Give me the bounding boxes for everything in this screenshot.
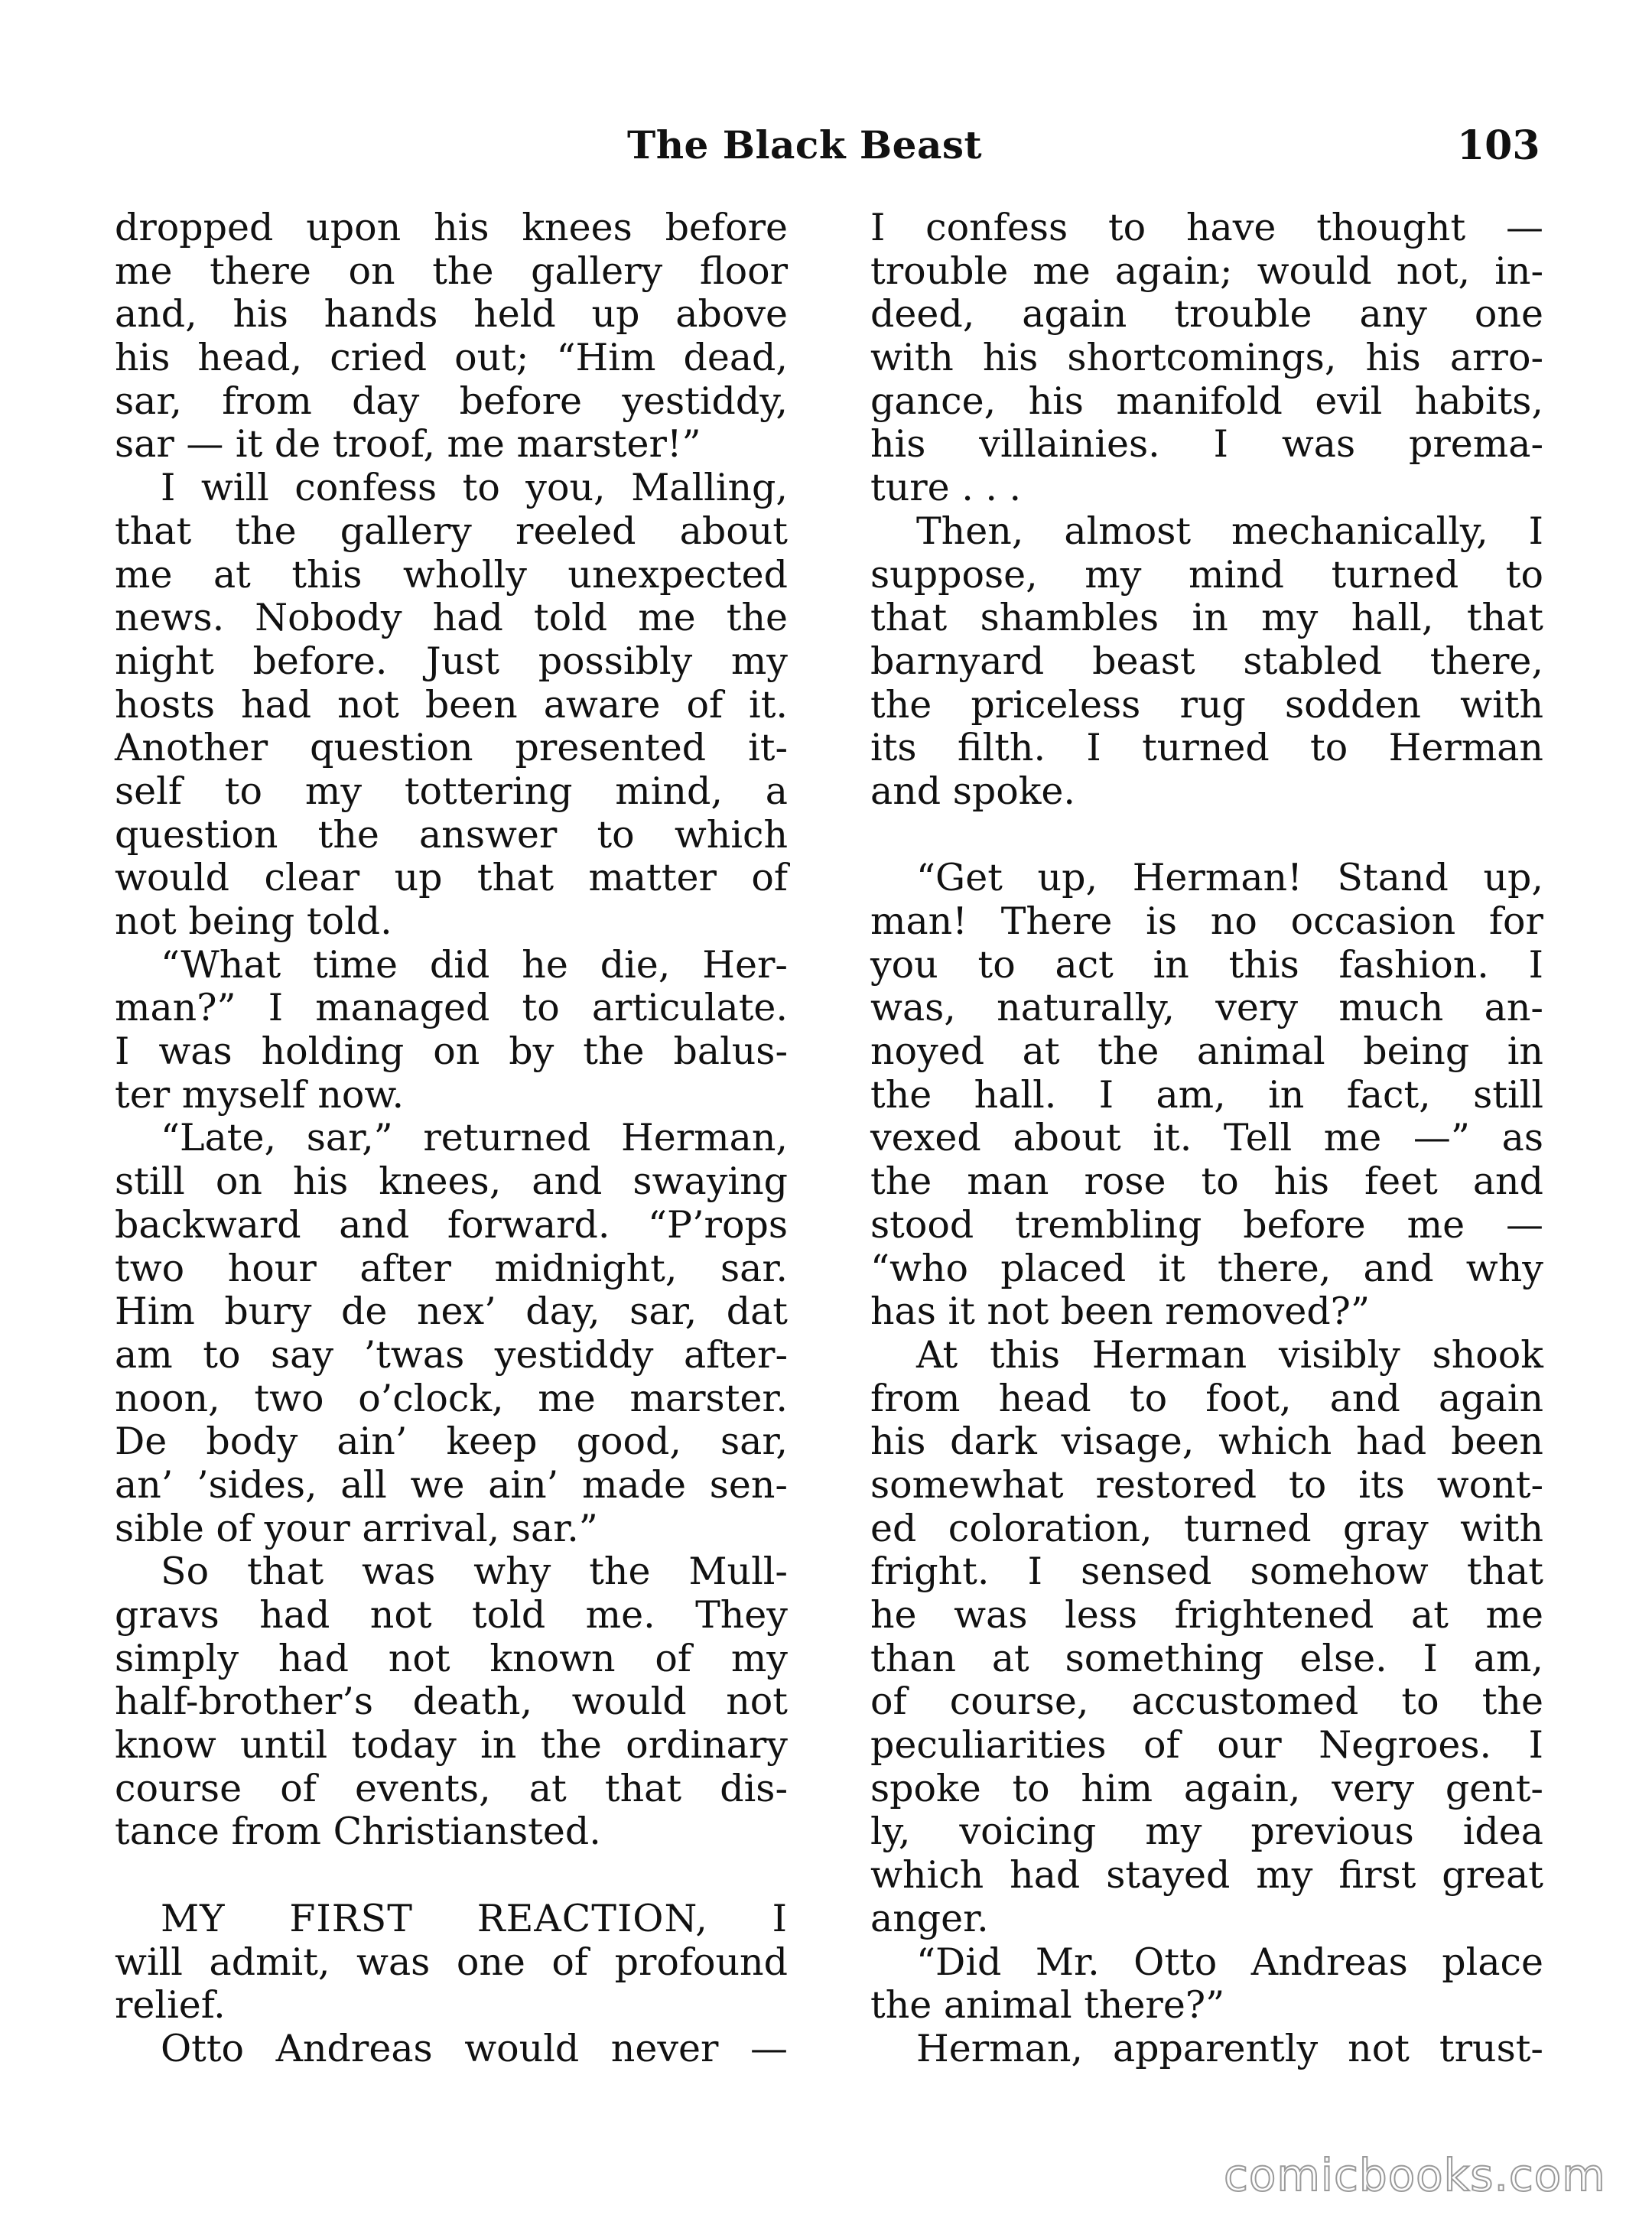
text-line: not being told. [115, 899, 392, 943]
text-line: fright. I sensed somehow that [870, 1550, 1543, 1594]
text-column-right [870, 207, 1543, 2071]
text-column-left [115, 207, 788, 2071]
text-line: gance, his manifold evil habits, [870, 379, 1543, 423]
text-line: sar, from day before yestiddy, [115, 379, 788, 423]
text-line: the priceless rug sodden with [870, 682, 1543, 727]
text-line: his head, cried out; “Him dead, [115, 336, 788, 380]
text-line: deed, again trouble any one [870, 292, 1543, 337]
text-line: tance from Christiansted. [115, 1810, 601, 1854]
text-line: was, naturally, very much an- [870, 986, 1543, 1030]
text-line: night before. Just possibly my [115, 639, 788, 683]
text-line: simply had not known of my [115, 1636, 788, 1680]
text-line: stood trembling before me — [870, 1202, 1543, 1247]
text-line: ed coloration, turned gray with [870, 1506, 1543, 1550]
text-line: he was less frightened at me [870, 1593, 1543, 1637]
text-line: ly, voicing my previous idea [870, 1810, 1543, 1854]
text-line: and spoke. [870, 769, 1075, 813]
text-line: the man rose to his feet and [870, 1159, 1543, 1204]
text-line: anger. [870, 1896, 989, 1940]
text-line: peculiarities of our Negroes. I [870, 1723, 1543, 1768]
text-line: So that was why the Mull- [161, 1550, 788, 1594]
text-line: dropped upon his knees before [115, 206, 788, 249]
text-line: Herman, apparently not trust- [916, 2026, 1543, 2070]
text-line: of course, accustomed to the [870, 1680, 1543, 1724]
text-line: half-brother’s death, would not [115, 1680, 788, 1724]
text-line: I will confess to you, Malling, [161, 466, 788, 510]
text-line: sar — it de troof, me marster!” [115, 422, 701, 467]
text-line: from head to foot, and again [870, 1376, 1543, 1420]
text-line: backward and forward. “P’rops [115, 1202, 788, 1247]
text-line: MY FIRST REACTION, I [161, 1896, 788, 1940]
text-line: his villainies. I was prema- [870, 422, 1543, 467]
text-line: two hour after midnight, sar. [115, 1246, 788, 1290]
running-head-title: The Black Beast [627, 122, 983, 167]
text-line: “Late, sar,” returned Herman, [161, 1116, 788, 1160]
text-line: De body ain’ keep good, sar, [115, 1420, 788, 1464]
text-line: Otto Andreas would never — [161, 2026, 788, 2070]
text-line: ture . . . [870, 466, 1022, 510]
text-line: barnyard beast stabled there, [870, 639, 1543, 683]
text-line: would clear up that matter of [115, 856, 788, 900]
text-line: “Did Mr. Otto Andreas place [916, 1940, 1543, 1984]
text-line: his dark visage, which had been [870, 1420, 1543, 1464]
text-line: me there on the gallery floor [115, 249, 788, 293]
text-line: course of events, at that dis- [115, 1766, 788, 1810]
text-line: somewhat restored to its wont- [870, 1462, 1543, 1507]
text-line: trouble me again; would not, in- [870, 249, 1543, 293]
text-line: news. Nobody had told me the [115, 596, 788, 640]
text-line: an’ ’sides, all we ain’ made sen- [115, 1462, 788, 1507]
text-line: man! There is no occasion for [870, 899, 1543, 943]
text-line: Him bury de nex’ day, sar, dat [115, 1289, 788, 1334]
text-line: At this Herman visibly shook [916, 1332, 1543, 1377]
watermark-logo: comicbooks.com [1224, 2149, 1606, 2201]
text-line: still on his knees, and swaying [115, 1159, 788, 1204]
text-line: will admit, was one of profound [115, 1940, 788, 1984]
text-line: has it not been removed?” [870, 1289, 1371, 1334]
text-line: that the gallery reeled about [115, 509, 788, 553]
page-number: 103 [1457, 122, 1540, 169]
text-line: self to my tottering mind, a [115, 769, 788, 813]
text-line: Another question presented it- [115, 726, 788, 770]
text-line: than at something else. I am, [870, 1636, 1543, 1680]
text-line: that shambles in my hall, that [870, 596, 1543, 640]
text-line: know until today in the ordinary [115, 1723, 788, 1768]
text-line [870, 814, 1543, 857]
text-line: relief. [115, 1983, 226, 2028]
text-line: “What time did he die, Her- [161, 942, 788, 987]
text-line: gravs had not told me. They [115, 1593, 788, 1637]
text-line: vexed about it. Tell me —” as [870, 1116, 1543, 1160]
text-line: its filth. I turned to Herman [870, 726, 1543, 770]
text-line: spoke to him again, very gent- [870, 1766, 1543, 1810]
text-line: you to act in this fashion. I [870, 942, 1543, 987]
text-line: Then, almost mechanically, I [916, 509, 1543, 553]
text-line: the animal there?” [870, 1983, 1225, 2028]
text-line: suppose, my mind turned to [870, 552, 1543, 597]
text-line: noyed at the animal being in [870, 1029, 1543, 1074]
text-line: I confess to have thought — [870, 206, 1543, 249]
text-line: am to say ’twas yestiddy after- [115, 1332, 788, 1377]
text-line [115, 1854, 788, 1898]
text-line: “who placed it there, and why [870, 1246, 1543, 1290]
text-line: hosts had not been aware of it. [115, 682, 788, 727]
text-line: the hall. I am, in fact, still [870, 1072, 1543, 1117]
text-line: with his shortcomings, his arro- [870, 336, 1543, 380]
text-line: I was holding on by the balus- [115, 1029, 788, 1074]
text-line: and, his hands held up above [115, 292, 788, 337]
text-line: ter myself now. [115, 1072, 405, 1117]
text-line: which had stayed my first great [870, 1853, 1543, 1898]
text-line: “Get up, Herman! Stand up, [916, 856, 1543, 900]
text-line: sible of your arrival, sar.” [115, 1506, 598, 1550]
text-line: question the answer to which [115, 812, 788, 857]
text-line: noon, two o’clock, me marster. [115, 1376, 788, 1420]
text-line: man?” I managed to articulate. [115, 986, 788, 1030]
text-line: me at this wholly unexpected [115, 552, 788, 597]
